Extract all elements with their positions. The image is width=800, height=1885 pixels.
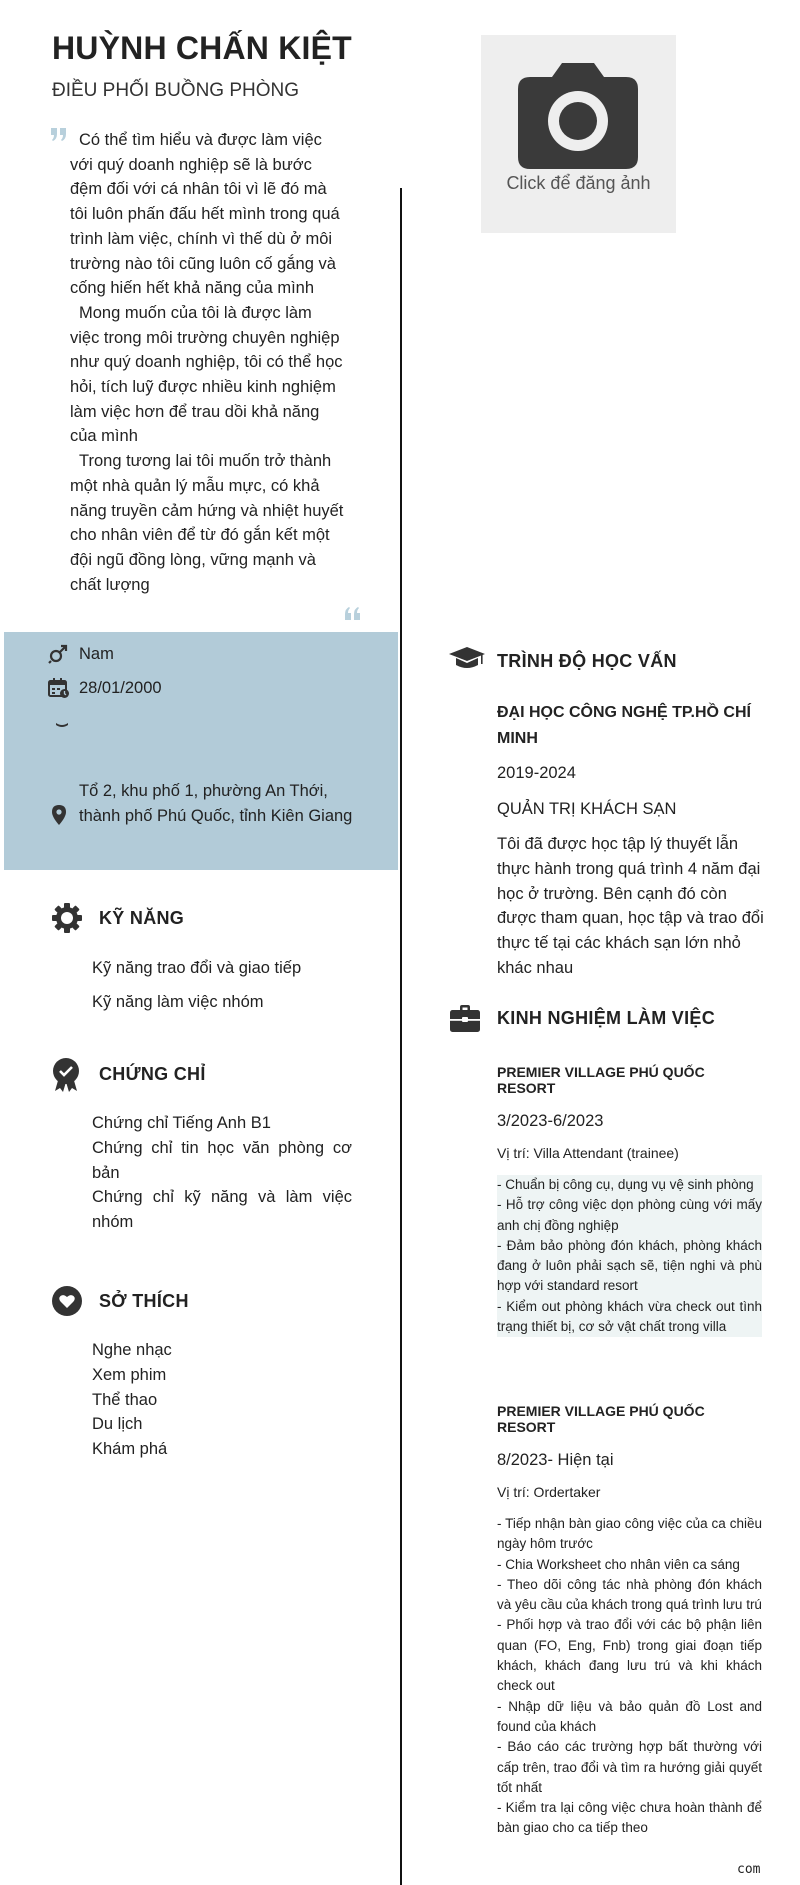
- duty-item: - Chia Worksheet cho nhân viên ca sáng: [497, 1556, 740, 1572]
- skills-list: [92, 951, 301, 1019]
- education-years: 2019-2024: [497, 764, 576, 782]
- hobbies-list: [92, 1338, 172, 1462]
- heart-icon: [52, 1286, 82, 1316]
- address-value: Tổ 2, khu phố 1, phường An Thới, thành phố Phú Quốc, tỉnh Kiên Giang: [79, 782, 353, 825]
- duty-item: - Nhập dữ liệu và bảo quản đồ Lost and found của khách: [497, 1698, 762, 1734]
- certificate-item: Chứng chỉ kỹ năng và làm việc nhóm: [92, 1188, 352, 1232]
- skill-item: Kỹ năng trao đổi và giao tiếp: [92, 959, 302, 977]
- skill-item: Kỹ năng làm việc nhóm: [92, 993, 264, 1011]
- graduation-cap-icon: [449, 647, 485, 671]
- calendar-icon: [48, 678, 70, 699]
- objective-paragraph: Có thể tìm hiểu và được làm việc với quý doanh nghiệp sẽ là bước đệm đối với cá nhân tôi vì lẽ đó mà tôi luôn phấn đấu hết mình trong quá trình làm việc, chính vì thế dù ở môi trường nào tôi cũng luôn cố gắng và cống hiến hết khả năng của mình: [70, 131, 340, 298]
- education-description: Tôi đã được học tập lý thuyết lẫn thực hành trong quá trình 4 năm đại học ở trường. Bên cạnh đó còn được tham quan, học tập và trao đổi thực tế tại các khách sạn lớn nhỏ khác nhau: [497, 835, 764, 977]
- quote-open-icon: [50, 128, 68, 142]
- location-pin-icon: [52, 805, 66, 825]
- job-duties: [497, 1514, 762, 1839]
- certificate-item: Chứng chỉ Tiếng Anh B1: [92, 1114, 271, 1132]
- education-school: ĐẠI HỌC CÔNG NGHỆ TP.HỒ CHÍ MINH: [497, 704, 751, 747]
- job-position: Vị trí: Villa Attendant (trainee): [497, 1145, 679, 1161]
- job-company: PREMIER VILLAGE PHÚ QUỐC RESORT: [497, 1403, 705, 1435]
- photo-caption: Click để đăng ảnh: [506, 173, 651, 193]
- duty-item: - Tiếp nhận bàn giao công việc của ca chiều ngày hôm trước: [497, 1516, 762, 1552]
- job-entry: [497, 1403, 762, 1839]
- duty-item: - Chuẩn bị công cụ, dụng vụ vệ sinh phòng: [497, 1177, 754, 1192]
- personal-info-panel: [4, 632, 398, 870]
- experience-title: KINH NGHIỆM LÀM VIỆC: [497, 1008, 716, 1028]
- certificates-title: CHỨNG CHỈ: [99, 1064, 206, 1084]
- duty-item: - Báo cáo các trường hợp bất thường với cấp trên, trao đổi và tìm ra hướng giải quyết tốt nhất: [497, 1739, 762, 1795]
- job-title: ĐIỀU PHỐI BUỒNG PHÒNG: [52, 80, 300, 101]
- quote-close-icon: [344, 606, 362, 620]
- certificates-list: [92, 1111, 352, 1235]
- objective-paragraph: Trong tương lai tôi muốn trở thành một nhà quản lý mẫu mực, có khả năng truyền cảm hứng và nhiệt huyết cho nhân viên để từ đó gắn kết một đội ngũ đồng lòng, vững mạnh và chất lượng: [70, 452, 344, 594]
- hobby-item: Xem phim: [92, 1365, 167, 1384]
- hobbies-title: SỞ THÍCH: [99, 1291, 189, 1311]
- duty-item: - Đảm bảo phòng đón khách, phòng khách đang ở luôn phải sạch sẽ, tiện nghi và phù hợp với standard resort: [497, 1237, 762, 1294]
- hobby-item: Nghe nhạc: [92, 1341, 172, 1359]
- job-period: 8/2023- Hiện tại: [497, 1451, 614, 1469]
- duty-item: - Theo dõi công tác nhà phòng đón khách và yêu cầu của khách trong quá trình lưu trú: [497, 1576, 762, 1613]
- job-position: Vị trí: Ordertaker: [497, 1484, 601, 1500]
- skills-title: KỸ NĂNG: [99, 908, 185, 928]
- certificate-item: Chứng chỉ tin học văn phòng cơ bản: [92, 1138, 352, 1182]
- hobby-item: Khám phá: [92, 1440, 168, 1459]
- footer-text: com: [737, 1862, 761, 1877]
- gender-icon: [48, 644, 68, 664]
- birthday-value: 28/01/2000: [79, 679, 162, 697]
- objective-paragraph: Mong muốn của tôi là được làm việc trong môi trường chuyên nghiệp như quý doanh nghiệp, tôi có thể học hỏi, tích luỹ được nhiều kinh nghiệm làm việc hơn để trau dồi khả năng của mình: [70, 303, 343, 446]
- column-divider: [400, 188, 402, 1885]
- hobby-item: Du lịch: [92, 1415, 143, 1434]
- certificate-icon: [52, 1058, 80, 1093]
- briefcase-icon: [450, 1005, 480, 1032]
- job-company: PREMIER VILLAGE PHÚ QUỐC RESORT: [497, 1064, 705, 1096]
- phone-icon: [56, 722, 68, 728]
- photo-upload[interactable]: [481, 35, 676, 233]
- job-duties: [497, 1175, 762, 1337]
- camera-icon: [518, 63, 638, 169]
- career-objective: [70, 128, 345, 597]
- duty-item: - Hỗ trợ công việc dọn phòng cùng với mấy anh chị đồng nghiệp: [497, 1197, 762, 1233]
- duty-item: - Kiểm tra lại công việc chưa hoàn thành để bàn giao cho ca tiếp theo: [497, 1800, 762, 1836]
- gender-value: Nam: [79, 645, 114, 663]
- candidate-name: HUỲNH CHẤN KIỆT: [52, 30, 352, 66]
- job-entry: [497, 1064, 762, 1337]
- job-period: 3/2023-6/2023: [497, 1112, 604, 1130]
- gear-icon: [52, 903, 82, 933]
- education-title: TRÌNH ĐỘ HỌC VẤN: [497, 651, 677, 671]
- duty-item: - Kiểm out phòng khách vừa check out tình trạng thiết bị, cơ sở vật chất trong villa: [497, 1298, 762, 1335]
- hobby-item: Thể thao: [92, 1390, 158, 1409]
- education-major: QUẢN TRỊ KHÁCH SẠN: [497, 800, 677, 818]
- duty-item: - Phối hợp và trao đổi với các bộ phận liên quan (FO, Eng, Fnb) trong giai đoạn tiếp khách, khách đang lưu trú và khi khách check out: [497, 1617, 762, 1694]
